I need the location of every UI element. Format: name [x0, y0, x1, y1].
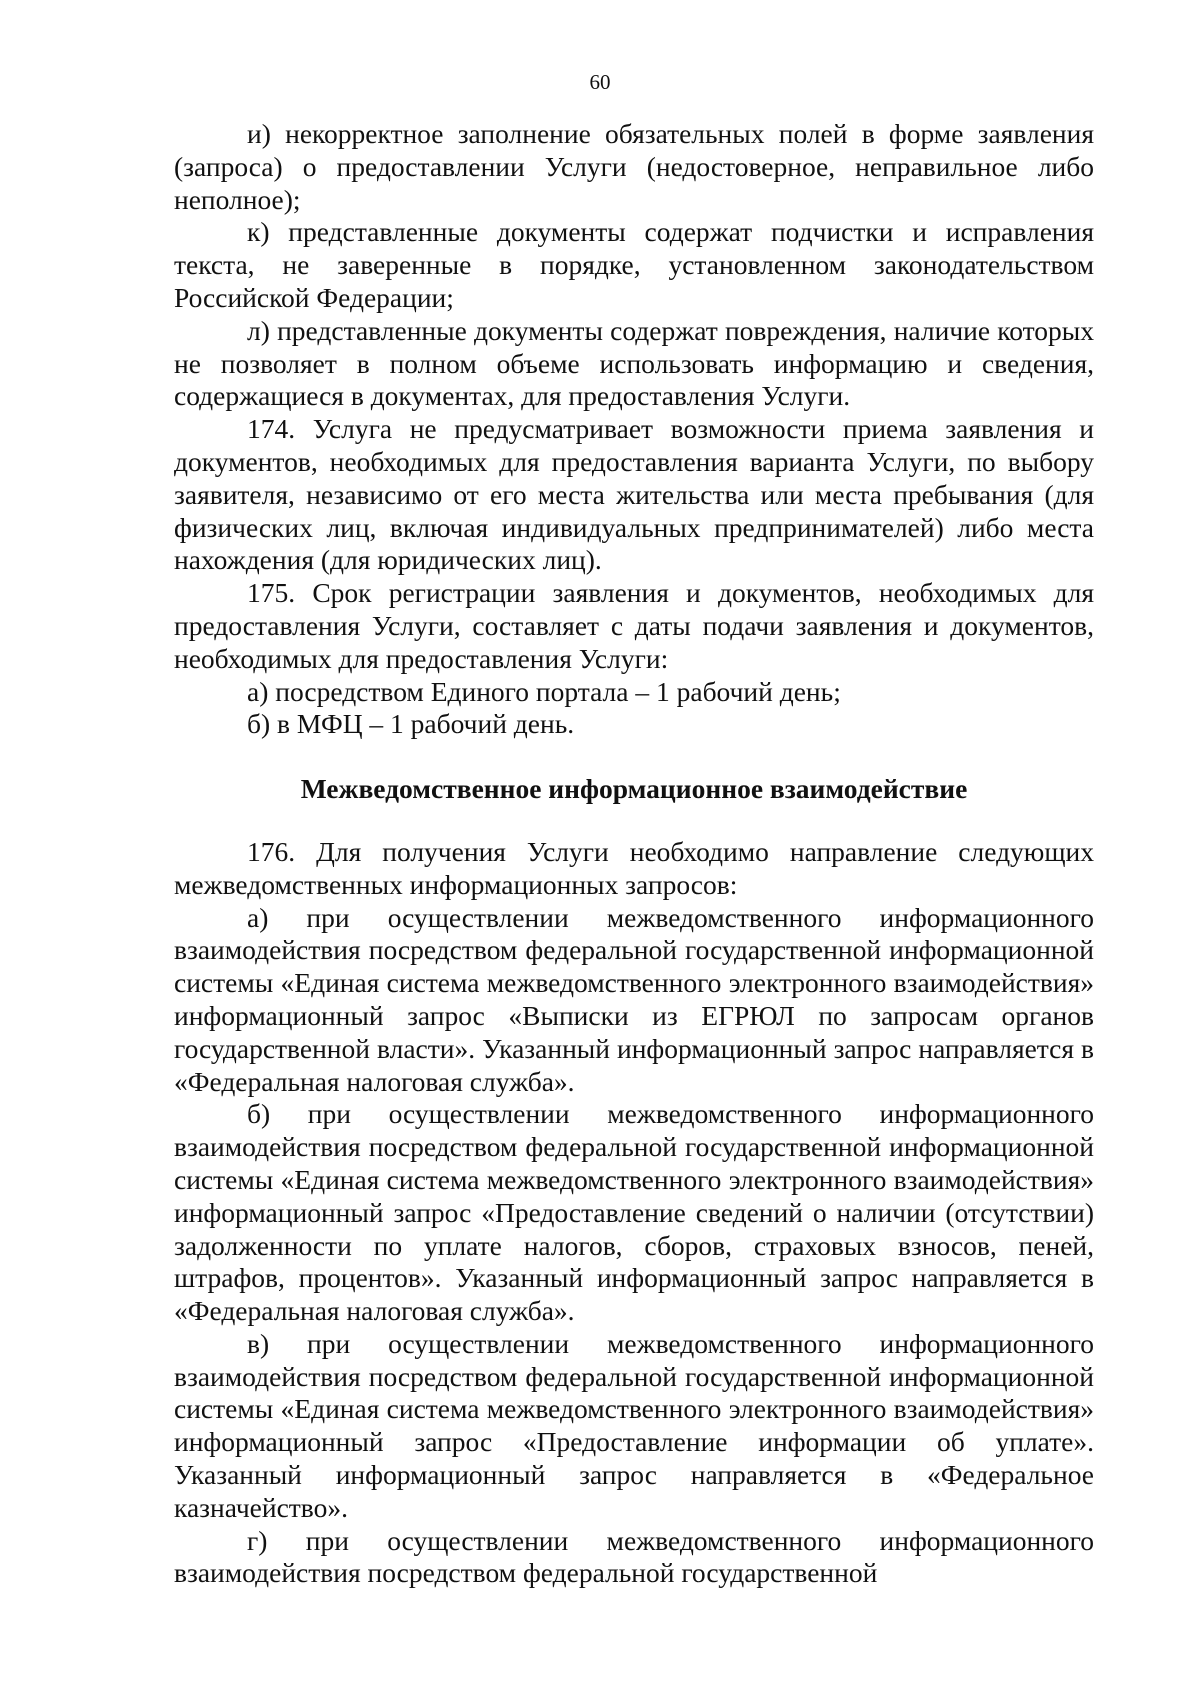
page-number: 60	[589, 70, 611, 94]
paragraph-i: и) некорректное заполнение обязательных полей в форме заявления (запроса) о предоставлении Услуги (недостоверное, неправильное либо неполное);	[174, 118, 1094, 215]
paragraph-l: л) представленные документы содержат повреждения, наличие которых не позволяет в полном объеме использовать информацию и сведения, содержащиеся в документах, для предоставления Услуги.	[174, 314, 1094, 412]
paragraph-176-b: б) при осуществлении межведомственного информационного взаимодействия посредством федеральной государственной информационной системы «Единая система межведомственного электронного взаимодействия» информационный запрос «Предоставление сведений о наличии (отсутствии) задолженности по уплате налогов, сборов, страховых взносов, пеней, штрафов, процентов». Указанный информационный запрос направляется в «Федеральная налоговая служба».	[174, 1098, 1094, 1327]
paragraph-176: 176. Для получения Услуги необходимо направление следующих межведомственных информационных запросов:	[174, 835, 1094, 900]
paragraph-175-b: б) в МФЦ – 1 рабочий день.	[247, 708, 575, 740]
paragraph-176-v: в) при осуществлении межведомственного информационного взаимодействия посредством федеральной государственной информационной системы «Единая система межведомственного электронного взаимодействия» информационный запрос «Предоставление информации об уплате». Указанный информационный запрос направляется в «Федеральное казначейство».	[174, 1327, 1094, 1523]
paragraph-176-g: г) при осуществлении межведомственного информационного взаимодействия посредством федеральной государственной	[174, 1524, 1094, 1589]
section-heading: Межведомственное информационное взаимодействие	[300, 773, 968, 805]
paragraph-175-a: а) посредством Единого портала – 1 рабочий день;	[247, 675, 841, 707]
document-body	[174, 118, 1094, 1590]
paragraph-k: к) представленные документы содержат подчистки и исправления текста, не заверенные в порядке, установленном законодательством Российской Федерации;	[174, 216, 1094, 313]
paragraph-175: 175. Срок регистрации заявления и документов, необходимых для предоставления Услуги, составляет с даты подачи заявления и документов, необходимых для предоставления Услуги:	[174, 577, 1094, 674]
paragraph-174: 174. Услуга не предусматривает возможности приема заявления и документов, необходимых для предоставления варианта Услуги, по выбору заявителя, независимо от его места жительства или места пребывания (для физических лиц, включая индивидуальных предпринимателей) либо места нахождения (для юридических лиц).	[174, 413, 1094, 576]
paragraph-176-a: а) при осуществлении межведомственного информационного взаимодействия посредством федеральной государственной информационной системы «Единая система межведомственного электронного взаимодействия» информационный запрос «Выписки из ЕГРЮЛ по запросам органов государственной власти». Указанный информационный запрос направляется в «Федеральная налоговая служба».	[174, 901, 1094, 1097]
